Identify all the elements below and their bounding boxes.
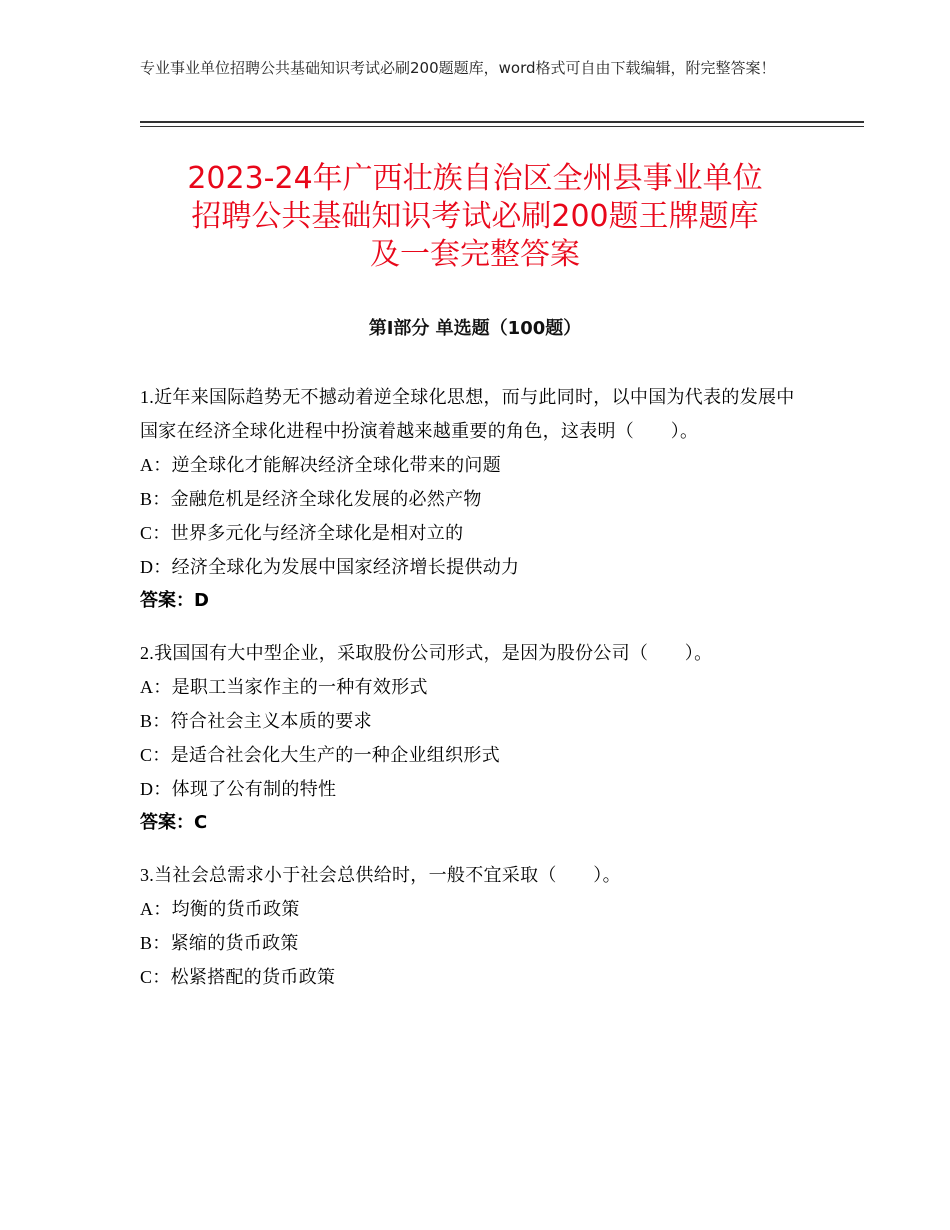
question-text: 3.当社会总需求小于社会总供给时，一般不宜采取（ ）。: [140, 865, 621, 885]
title-line-1: 2023-24年广西壮族自治区全州县事业单位: [187, 161, 763, 196]
question-text: 1.近年来国际趋势无不撼动着逆全球化思想，而与此同时，以中国为代表的发展中国家在经济全球化进程中扮演着越来越重要的角色，这表明（ ）。: [140, 387, 795, 441]
header-rule-thin: [140, 126, 864, 127]
option-d: D：体现了公有制的特性: [140, 779, 337, 799]
option-c: C：是适合社会化大生产的一种企业组织形式: [140, 745, 501, 765]
option-d: D：经济全球化为发展中国家经济增长提供动力: [140, 557, 520, 577]
option-a: A：均衡的货币政策: [140, 899, 300, 919]
title-line-3: 及一套完整答案: [370, 237, 580, 272]
header-rule-thick: [140, 121, 864, 123]
question-list: [140, 380, 810, 1012]
question-1: [140, 380, 810, 618]
answer: 答案：C: [140, 812, 208, 833]
option-a: A：是职工当家作主的一种有效形式: [140, 677, 428, 697]
header-note: 专业事业单位招聘公共基础知识考试必刷200题题库，word格式可自由下载编辑，附完整答案！: [140, 59, 776, 77]
question-2: [140, 636, 810, 840]
document-title: [130, 160, 820, 274]
option-c: C：松紧搭配的货币政策: [140, 967, 336, 987]
option-b: B：紧缩的货币政策: [140, 933, 299, 953]
option-b: B：金融危机是经济全球化发展的必然产物: [140, 489, 482, 509]
answer: 答案：D: [140, 590, 209, 611]
title-line-2: 招聘公共基础知识考试必刷200题王牌题库: [191, 199, 759, 234]
option-c: C：世界多元化与经济全球化是相对立的: [140, 523, 464, 543]
option-a: A：逆全球化才能解决经济全球化带来的问题: [140, 455, 501, 475]
question-text: 2.我国国有大中型企业，采取股份公司形式，是因为股份公司（ ）。: [140, 643, 713, 663]
question-3: [140, 858, 810, 994]
option-b: B：符合社会主义本质的要求: [140, 711, 372, 731]
section-title: 第Ⅰ部分 单选题（100题）: [368, 318, 582, 339]
